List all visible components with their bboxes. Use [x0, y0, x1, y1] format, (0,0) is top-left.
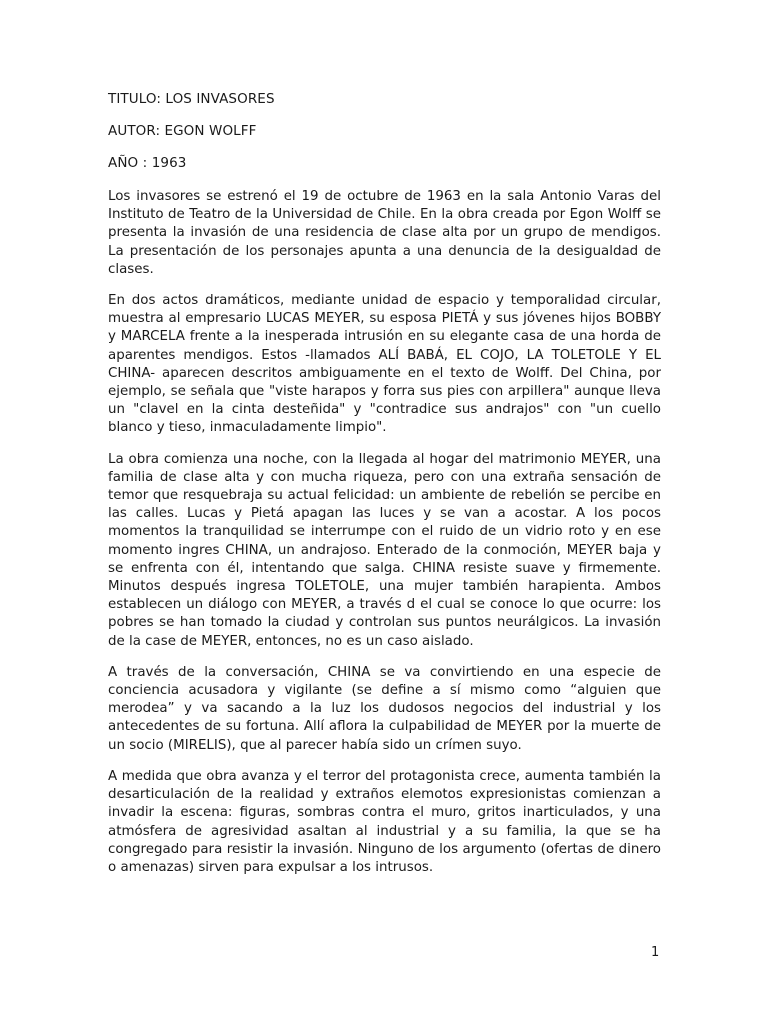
author-line: AUTOR: EGON WOLFF — [108, 123, 257, 139]
paragraph-climax: A medida que obra avanza y el terror del protagonista crece, aumenta también la desarticulación de la realidad y extraños elemotos expresionistas comienzan a invadir la escena: figuras, sombras contra el muro, gritos inarticulados, y una atmósfera de agresividad asaltan al industrial y a su familia, la que se ha congregado para resistir la invasión. Ninguno de los argumento (ofertas de dinero o amenazas) sirven para expulsar a los intrusos. — [108, 768, 661, 875]
document-page — [108, 90, 661, 890]
paragraph-premiere: Los invasores se estrenó el 19 de octubre de 1963 en la sala Antonio Varas del Instituto de Teatro de la Universidad de Chile. En la obra creada por Egon Wolff se presenta la invasión de una residencia de clase alta por un grupo de mendigos. La presentación de los personajes apunta a una denuncia de la desigualdad de clases. — [108, 189, 661, 277]
paragraph-characters: En dos actos dramáticos, mediante unidad de espacio y temporalidad circular, muestra al empresario LUCAS MEYER, su esposa PIETÁ y sus jóvenes hijos BOBBY y MARCELA frente a la inesperada intrusión en su elegante casa de una horda de aparentes mendigos. Estos -llamados ALÍ BABÁ, EL COJO, LA TOLETOLE Y EL CHINA- aparecen descritos ambiguamente en el texto de Wolff. Del China, por ejemplo, se señala que "viste harapos y forra sus pies con arpillera" aunque lleva un "clavel en la cinta desteñida" y "contradice sus andrajos" con "un cuello blanco y tieso, inmaculadamente limpio". — [108, 293, 661, 436]
page-number: 1 — [651, 945, 660, 960]
title-line: TITULO: LOS INVASORES — [108, 91, 275, 107]
paragraph-conversation: A través de la conversación, CHINA se va convirtiendo en una especie de conciencia acusadora y vigilante (se define a sí mismo como “alguien que merodea” y va sacando a la luz los dudosos negocios del industrial y los antecedentes de su fortuna. Allí aflora la culpabilidad de MEYER por la muerte de un socio (MIRELIS), que al parecer había sido un crímen suyo. — [108, 664, 661, 753]
paragraph-plot-start: La obra comienza una noche, con la llegada al hogar del matrimonio MEYER, una familia de clase alta y con mucha riqueza, pero con una extraña sensación de temor que resquebraja su actual felicidad: un ambiente de rebelión se percibe en las calles. Lucas y Pietá apagan las luces y se van a acostar. A los pocos momentos la tranquilidad se interrumpe con el ruido de un vidrio roto y en ese momento ingres CHINA, un andrajoso. Enterado de la conmoción, MEYER baja y se enfrenta con él, intentando que salga. CHINA resiste suave y firmemente. Minutos después ingresa TOLETOLE, una mujer también harapienta. Ambos establecen un diálogo con MEYER, a través d el cual se conoce lo que ocurre: los pobres se han tomado la ciudad y controlan sus puntos neurálgicos. La invasión de la case de MEYER, entonces, no es un caso aislado. — [108, 451, 661, 649]
year-line: AÑO : 1963 — [108, 155, 187, 171]
